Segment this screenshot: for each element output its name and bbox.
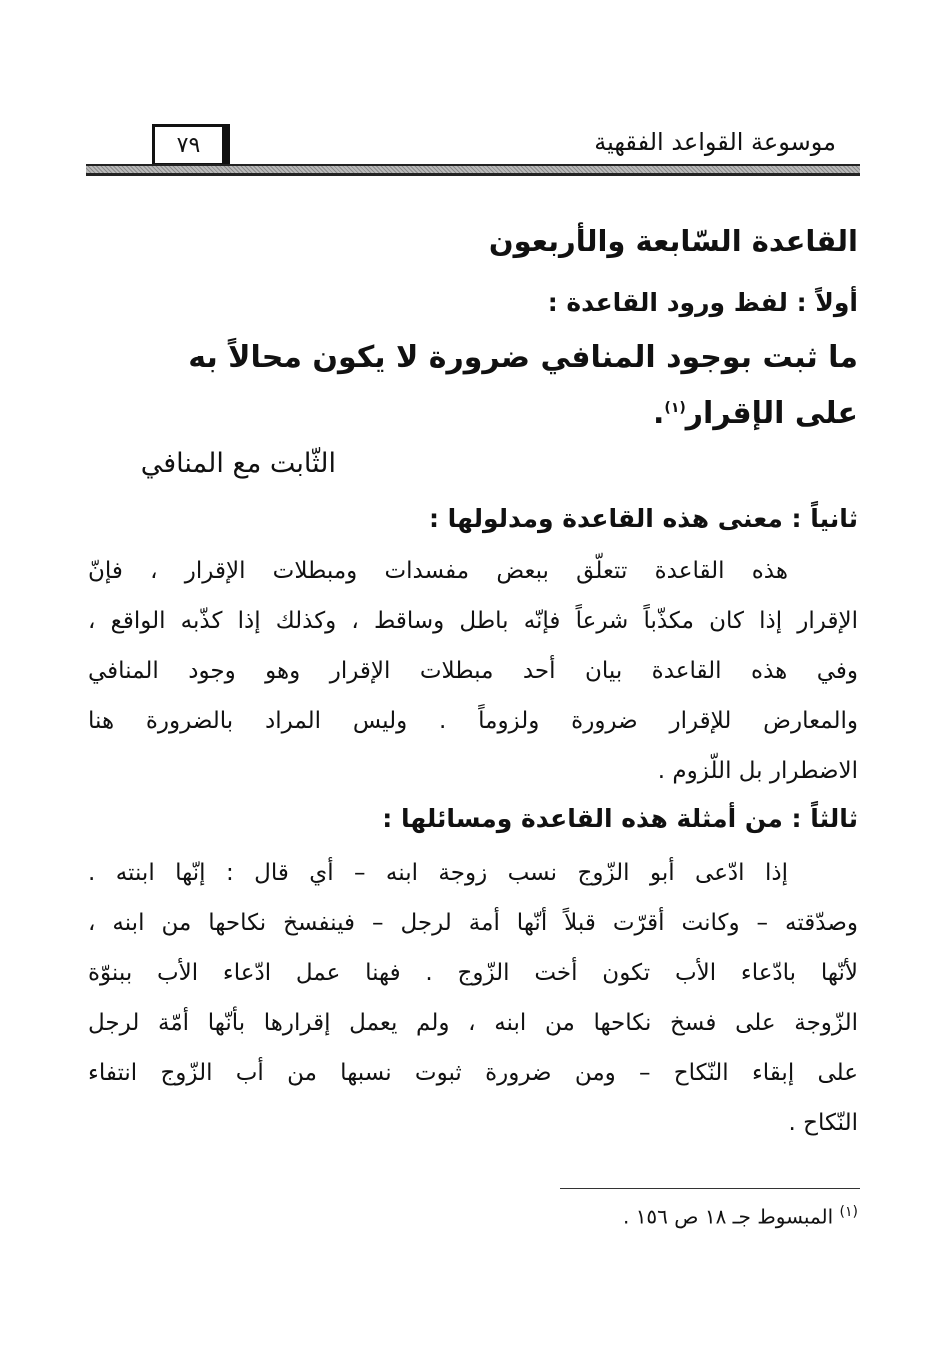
rule-text-line-2 bbox=[653, 396, 858, 431]
rule-text-line-2-body: على الإقرار bbox=[685, 396, 858, 431]
page-number: ٧٩ bbox=[176, 132, 201, 158]
footnote-text: المبسوط جـ ١٨ ص ١٥٦ . bbox=[622, 1204, 834, 1229]
section-heading-wording: أولاً : لفظ ورود القاعدة : bbox=[547, 288, 858, 317]
rule-text-line-1: ما ثبت بوجود المنافي ضرورة لا يكون محالاً به bbox=[188, 340, 858, 375]
examples-line: على إبقاء النّكاح – ومن ضرورة ثبوت نسبها من أب الزّوج انتفاء bbox=[88, 1060, 858, 1086]
footnote-separator bbox=[560, 1188, 860, 1189]
meaning-line: الإقرار إذا كان مكذّباً شرعاً فإنّه باطل وساقط ، وكذلك إذا كذّبه الواقع ، bbox=[88, 608, 858, 634]
meaning-line: هذه القاعدة تتعلّق ببعض مفسدات ومبطلات الإقرار ، فإنّ bbox=[88, 558, 788, 584]
rule-title: القاعدة السّابعة والأربعون bbox=[488, 224, 858, 258]
meaning-line: وفي هذه القاعدة بيان أحد مبطلات الإقرار وهو وجود المنافي bbox=[88, 658, 858, 684]
page-number-box bbox=[152, 124, 230, 166]
examples-paragraph bbox=[88, 848, 858, 1148]
rule-text-period: . bbox=[653, 396, 665, 431]
section-heading-examples: ثالثاً : من أمثلة هذه القاعدة ومسائلها : bbox=[382, 804, 858, 833]
meaning-paragraph bbox=[88, 546, 858, 796]
examples-line: وصدّقته – وكانت أقرّت قبلاً أنّها أمة لرجل – فينفسخ نكاحها من ابنه ، bbox=[88, 910, 858, 936]
examples-line: إذا ادّعى أبو الزّوج نسب زوجة ابنه – أي قال : إنّها ابنته . bbox=[88, 860, 788, 886]
handwritten-note: الثّابت مع المنافي bbox=[140, 448, 336, 479]
footnote bbox=[623, 1204, 858, 1229]
examples-line: الزّوجة على فسخ نكاحها من ابنه ، ولم يعمل إقرارها بأنّها أمّة لرجل bbox=[88, 1010, 858, 1036]
meaning-line: الاضطرار بل اللّزوم . bbox=[657, 758, 858, 784]
examples-line: لأنّها بادّعاء الأب تكون أخت الزّوج . فهنا عمل ادّعاء الأب ببنوّة bbox=[88, 960, 858, 986]
footnote-mark: (١) bbox=[839, 1204, 858, 1220]
header-rule bbox=[86, 164, 860, 176]
running-header-title: موسوعة القواعد الفقهية bbox=[594, 128, 836, 156]
section-heading-meaning: ثانياً : معنى هذه القاعدة ومدلولها : bbox=[428, 504, 858, 533]
footnote-reference: (١) bbox=[664, 400, 686, 416]
meaning-line: والمعارض للإقرار ضرورة ولزوماً . وليس المراد بالضرورة هنا bbox=[88, 708, 858, 734]
examples-line: النّكاح . bbox=[788, 1110, 858, 1136]
